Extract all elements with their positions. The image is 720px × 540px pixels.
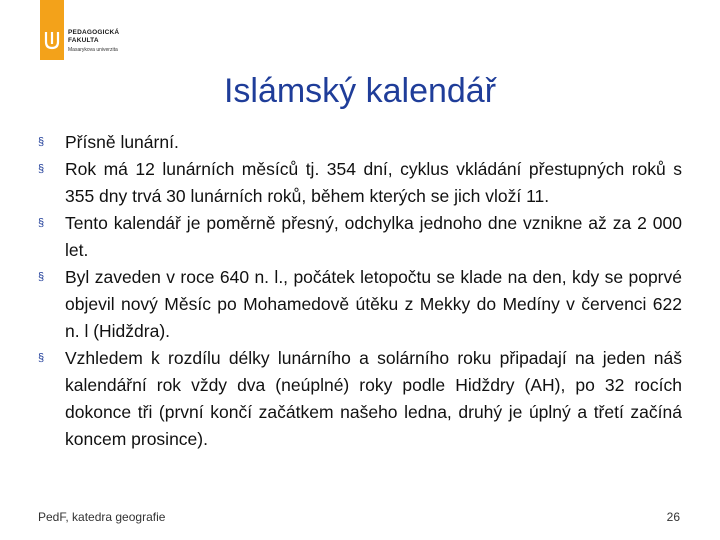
footer-department: PedF, katedra geografie (38, 510, 166, 524)
mu-logo-icon (44, 30, 60, 50)
bullet-item (38, 156, 682, 210)
bullet-text: Vzhledem k rozdílu délky lunárního a solárního roku připadají na jeden náš kalendářní rok vždy dva (neúplné) roky podle Hidždry (AH), po 32 rocích dokonce tři (první končí začátkem našeho ledna, druhý je úplný a třetí začíná koncem prosince). (65, 348, 682, 449)
logo-line-3: Masarykova univerzita (68, 47, 118, 53)
bullet-text: Přísně lunární. (65, 132, 179, 152)
bullet-item (38, 345, 682, 453)
bullet-marker-icon: § (38, 163, 45, 175)
bullet-marker-icon: § (38, 271, 45, 283)
bullet-text: Rok má 12 lunárních měsíců tj. 354 dní, cyklus vkládání přestupných roků s 355 dny trvá 30 lunárních roků, během kterých se jich vloží 11. (65, 159, 682, 206)
bullet-item (38, 264, 682, 345)
logo-line-1: PEDAGOGICKÁ (68, 29, 120, 36)
faculty-logo-text (68, 29, 119, 54)
bullet-marker-icon: § (38, 352, 45, 364)
bullet-item (38, 210, 682, 264)
bullet-text: Tento kalendář je poměrně přesný, odchylka jednoho dne vznikne až za 2 000 let. (65, 213, 682, 260)
bullet-item (38, 129, 682, 156)
bullet-text: Byl zaveden v roce 640 n. l., počátek letopočtu se klade na den, kdy se poprvé objevil nový Měsíc po Mohamedově útěku z Mekky do Medíny v červenci 622 n. l (Hidždra). (65, 267, 682, 341)
slide-title: Islámský kalendář (223, 72, 497, 110)
bullet-list (38, 129, 682, 453)
logo-line-2: FAKULTA (68, 37, 99, 44)
bullet-marker-icon: § (38, 136, 45, 148)
page-number: 26 (666, 510, 680, 524)
bullet-marker-icon: § (38, 217, 45, 229)
